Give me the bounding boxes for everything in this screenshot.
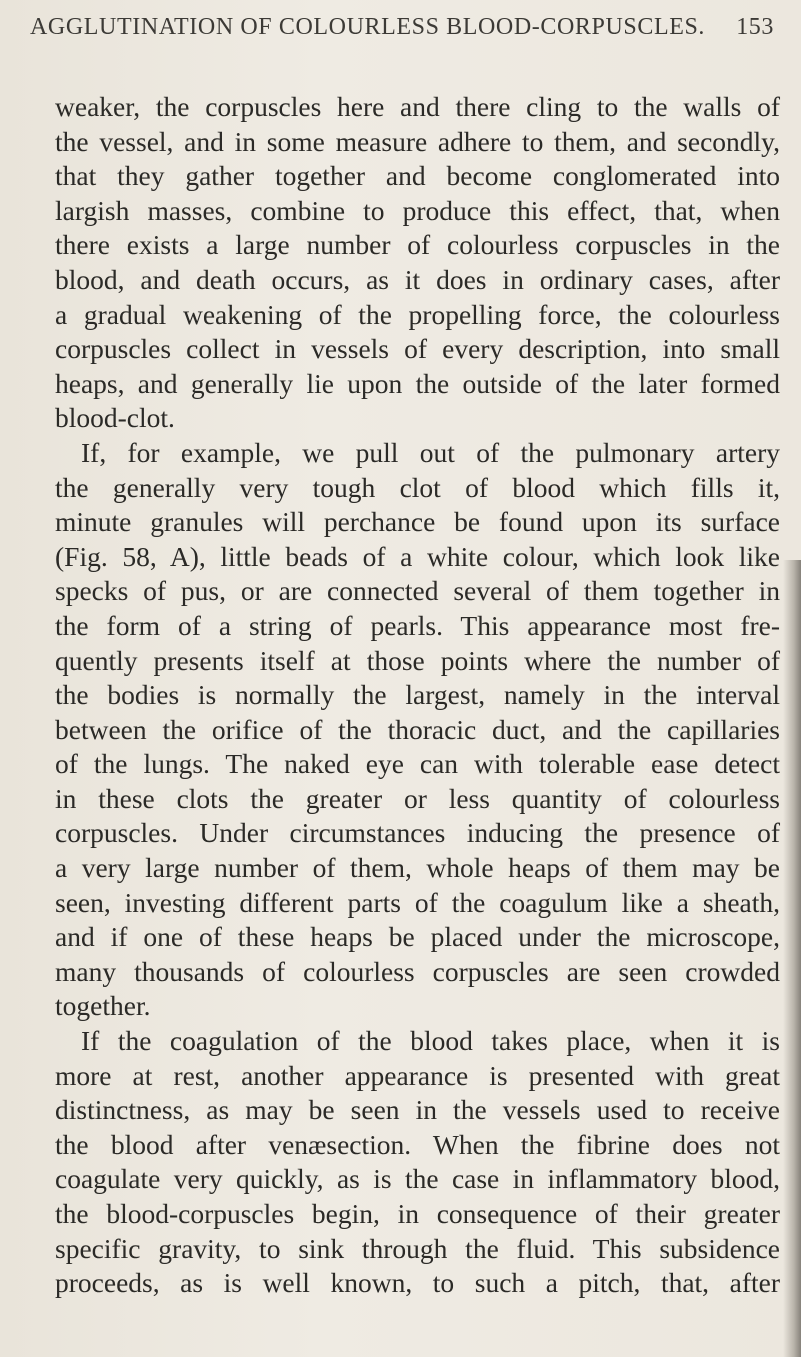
paragraph-start-line: If the coagulation of the blood takes place, when it is	[81, 1025, 780, 1057]
text-line: the form of a string of pearls. This appearance most fre-	[55, 609, 780, 641]
text-line: of the lungs. The naked eye can with tolerable ease detect	[55, 748, 780, 780]
text-line: in these clots the greater or less quantity of colourless	[55, 782, 780, 814]
running-head	[30, 14, 774, 41]
text-line: minute granules will perchance be found upon its surface	[55, 506, 780, 538]
text-line: and if one of these heaps be placed under the microscope,	[55, 921, 780, 953]
text-line: corpuscles collect in vessels of every description, into small	[55, 333, 780, 365]
text-line: many thousands of colourless corpuscles are seen crowded	[55, 955, 780, 987]
text-line: a gradual weakening of the propelling force, the colourless	[55, 298, 780, 330]
text-line: the generally very tough clot of blood which fills it,	[55, 471, 780, 503]
text-line: seen, investing different parts of the coagulum like a sheath,	[55, 886, 780, 918]
text-line: heaps, and generally lie upon the outside of the later formed	[55, 367, 780, 399]
page-number: 153	[736, 14, 774, 40]
text-line: (Fig. 58, A), little beads of a white colour, which look like	[55, 540, 780, 572]
text-line: the blood after venæsection. When the fibrine does not	[55, 1128, 780, 1160]
text-line: the blood-corpuscles begin, in consequence of their greater	[55, 1198, 780, 1229]
text-line: blood-clot.	[55, 402, 175, 434]
text-line: distinctness, as may be seen in the vessels used to receive	[55, 1094, 780, 1126]
text-line: together.	[55, 990, 151, 1022]
text-line: coagulate very quickly, as is the case in inflammatory blood,	[55, 1163, 780, 1195]
text-line: there exists a large number of colourless corpuscles in the	[55, 229, 780, 261]
text-line: a very large number of them, whole heaps of them may be	[55, 852, 780, 884]
text-line: weaker, the corpuscles here and there cling to the walls of	[55, 91, 780, 122]
running-head-title: AGGLUTINATION OF COLOURLESS BLOOD-CORPUSCLES.	[30, 14, 706, 40]
text-line: between the orifice of the thoracic duct, and the capillaries	[55, 713, 780, 745]
page-edge-shadow	[783, 560, 801, 1357]
body-text	[55, 90, 780, 1301]
text-line: more at rest, another appearance is presented with great	[55, 1059, 780, 1091]
text-line: corpuscles. Under circumstances inducing the presence of	[55, 817, 780, 849]
text-line: proceeds, as is well known, to such a pitch, that, after	[55, 1267, 780, 1299]
paragraph-start-line: If, for example, we pull out of the pulmonary artery	[81, 436, 780, 468]
text-line: the bodies is normally the largest, namely in the interval	[55, 679, 780, 711]
text-line: specific gravity, to sink through the fluid. This subsidence	[55, 1232, 780, 1264]
text-line: quently presents itself at those points where the number of	[55, 644, 780, 676]
text-line: largish masses, combine to produce this effect, that, when	[55, 194, 780, 226]
text-line: blood, and death occurs, as it does in ordinary cases, after	[55, 263, 780, 295]
text-line: specks of pus, or are connected several of them together in	[55, 575, 780, 607]
text-line: the vessel, and in some measure adhere to them, and secondly,	[55, 125, 780, 157]
text-line: that they gather together and become conglomerated into	[55, 160, 780, 192]
